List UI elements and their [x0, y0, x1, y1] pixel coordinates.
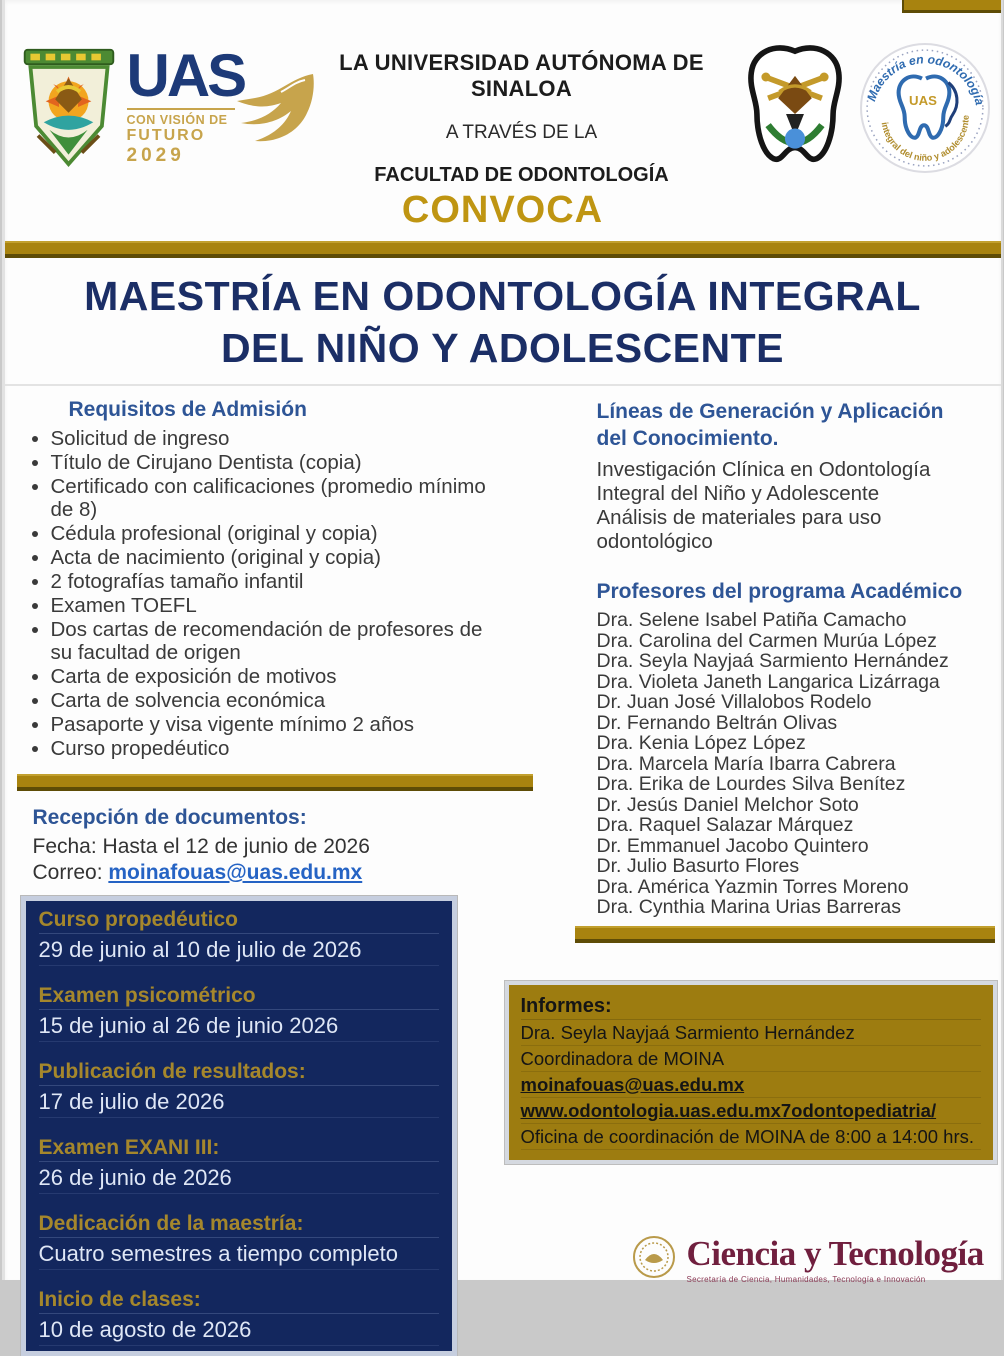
recepcion-heading: Recepción de documentos:: [33, 806, 561, 830]
calendar-row: [26, 1134, 452, 1194]
list-item: • Curso propedéutico: [51, 737, 497, 760]
calendar-value: Cuatro semestres a tiempo completo: [39, 1238, 439, 1270]
ciencia-text: [687, 1234, 984, 1284]
list-item: • Solicitud de ingreso: [51, 427, 497, 450]
correo-label: Correo:: [33, 861, 109, 884]
requisitos-list: [5, 427, 497, 760]
informes-box: [505, 981, 997, 1164]
professor-name: Dr. Emmanuel Jacobo Quintero: [597, 836, 997, 857]
calendar-row: [26, 906, 452, 966]
professor-name: Dra. Erika de Lourdes Silva Benítez: [597, 774, 997, 795]
seal-arc-top: Maestría en odontología: [864, 52, 987, 107]
program-title-line1: MAESTRÍA EN ODONTOLOGÍA INTEGRAL: [5, 270, 1001, 322]
informes-email: [521, 1072, 981, 1098]
program-title: [5, 258, 1001, 386]
calendar-value: 17 de julio de 2026: [39, 1086, 439, 1118]
list-item: • Acta de nacimiento (original y copia): [51, 546, 497, 569]
professor-name: Dra. Carolina del Carmen Murúa López: [597, 631, 997, 652]
informes-email-link[interactable]: moinafouas@uas.edu.mx: [521, 1074, 745, 1095]
left-column: [5, 386, 561, 1356]
gold-divider-left: [17, 774, 533, 791]
faculty-name: FACULTAD DE ODONTOLOGÍA: [313, 164, 731, 187]
professor-name: Dra. Violeta Janeth Langarica Lizárraga: [597, 672, 997, 693]
calendar-value: 29 de junio al 10 de julio de 2026: [39, 934, 439, 966]
calendar-label: Curso propedéutico: [39, 906, 439, 934]
informes-contact-role: Coordinadora de MOINA: [521, 1046, 981, 1072]
uas-wordmark-logo: [127, 42, 305, 167]
calendar-label: Publicación de resultados:: [39, 1058, 439, 1086]
calendar-value: 26 de junio de 2026: [39, 1162, 439, 1194]
calendar-row: [26, 982, 452, 1042]
program-title-line2: DEL NIÑO Y ADOLESCENTE: [5, 322, 1001, 374]
professor-name: Dr. Julio Basurto Flores: [597, 856, 997, 877]
list-item: • Dos cartas de recomendación de profesores de su facultad de origen: [51, 618, 497, 664]
seal-arc-bottom: integral del niño y adolescente: [879, 115, 970, 163]
seal-center-text: UAS: [909, 93, 937, 108]
convoca-heading: CONVOCA: [5, 189, 1001, 232]
header-through: A TRAVÉS DE LA: [313, 122, 731, 144]
gold-divider-top: [5, 241, 1001, 258]
informes-website: [521, 1098, 981, 1124]
government-seal-icon: [631, 1234, 677, 1285]
calendar-box: [21, 896, 457, 1356]
uas-tagline-2: FUTURO: [127, 127, 305, 145]
list-item: • Cédula profesional (original y copia): [51, 522, 497, 545]
header: [5, 0, 1001, 187]
right-column: [561, 386, 1004, 1285]
calendar-value: 15 de junio al 26 de junio 2026: [39, 1010, 439, 1042]
calendar-row: [26, 1058, 452, 1118]
professor-name: Dr. Juan José Villalobos Rodelo: [597, 692, 997, 713]
profesores-heading: Profesores del programa Académico: [597, 580, 997, 604]
uas-acronym: UAS: [127, 48, 305, 104]
dental-faculty-crest-icon: [739, 42, 851, 173]
list-item: • 2 fotografías tamaño infantil: [51, 570, 497, 593]
professor-name: Dra. Kenia López López: [597, 733, 997, 754]
informes-contact-name: Dra. Seyla Nayjaá Sarmiento Hernández: [521, 1020, 981, 1046]
list-item: • Pasaporte y visa vigente mínimo 2 años: [51, 713, 497, 736]
ciencia-title: Ciencia y Tecnología: [687, 1234, 984, 1274]
list-item: • Certificado con calificaciones (promedio mínimo de 8): [51, 475, 497, 521]
university-name: LA UNIVERSIDAD AUTÓNOMA DE SINALOA: [313, 50, 731, 102]
professor-name: Dra. Selene Isabel Patiña Camacho: [597, 610, 997, 631]
uas-tagline-1: CON VISIÓN DE: [127, 108, 235, 127]
linea-item: Análisis de materiales para uso odontológico: [597, 506, 997, 554]
header-text: [313, 42, 731, 187]
list-item: • Carta de solvencia económica: [51, 689, 497, 712]
uas-eagle-icon: [235, 68, 319, 165]
uas-year: 2029: [127, 145, 305, 167]
gold-divider-right: [575, 926, 995, 943]
poster-page: [2, 0, 1003, 1280]
calendar-row: [26, 1286, 452, 1346]
recepcion-fecha: Fecha: Hasta el 12 de junio de 2026: [33, 834, 561, 860]
professor-name: Dr. Jesús Daniel Melchor Soto: [597, 795, 997, 816]
linea-item: Investigación Clínica en Odontología Integral del Niño y Adolescente: [597, 458, 997, 506]
list-item: • Examen TOEFL: [51, 594, 497, 617]
top-right-gold-strip: [902, 0, 1001, 13]
professor-name: Dra. Cynthia Marina Urias Barreras: [597, 897, 997, 918]
professor-name: Dra. Marcela María Ibarra Cabrera: [597, 754, 997, 775]
calendar-label: Examen EXANI III:: [39, 1134, 439, 1162]
list-item: • Título de Cirujano Dentista (copia): [51, 451, 497, 474]
calendar-label: Examen psicométrico: [39, 982, 439, 1010]
informes-website-link[interactable]: www.odontologia.uas.edu.mx7odontopediatria/: [521, 1100, 937, 1121]
ciencia-subtitle: Secretaría de Ciencia, Humanidades, Tecnología e Innovación: [687, 1275, 984, 1284]
program-seal-icon: [859, 42, 991, 179]
calendar-label: Inicio de clases:: [39, 1286, 439, 1314]
body-columns: [5, 386, 1001, 1356]
recepcion-correo: [33, 860, 561, 886]
calendar-value: 10 de agosto de 2026: [39, 1314, 439, 1346]
ciencia-tecnologia-logo: [631, 1234, 997, 1285]
professor-name: Dra. Seyla Nayjaá Sarmiento Hernández: [597, 651, 997, 672]
informes-office-hours: Oficina de coordinación de MOINA de 8:00 a 14:00 hrs.: [521, 1124, 981, 1150]
professor-name: Dr. Fernando Beltrán Olivas: [597, 713, 997, 734]
list-item: • Carta de exposición de motivos: [51, 665, 497, 688]
correo-email-link[interactable]: moinafouas@uas.edu.mx: [108, 861, 362, 884]
lineas-heading: Líneas de Generación y Aplicación del Conocimiento.: [597, 398, 977, 452]
calendar-label: Dedicación de la maestría:: [39, 1210, 439, 1238]
informes-heading: Informes:: [521, 993, 981, 1020]
calendar-row: [26, 1210, 452, 1270]
uas-coat-of-arms-icon: [19, 42, 119, 177]
professor-name: Dra. Raquel Salazar Márquez: [597, 815, 997, 836]
professor-name: Dra. América Yazmin Torres Moreno: [597, 877, 997, 898]
requisitos-heading: Requisitos de Admisión: [69, 398, 561, 422]
